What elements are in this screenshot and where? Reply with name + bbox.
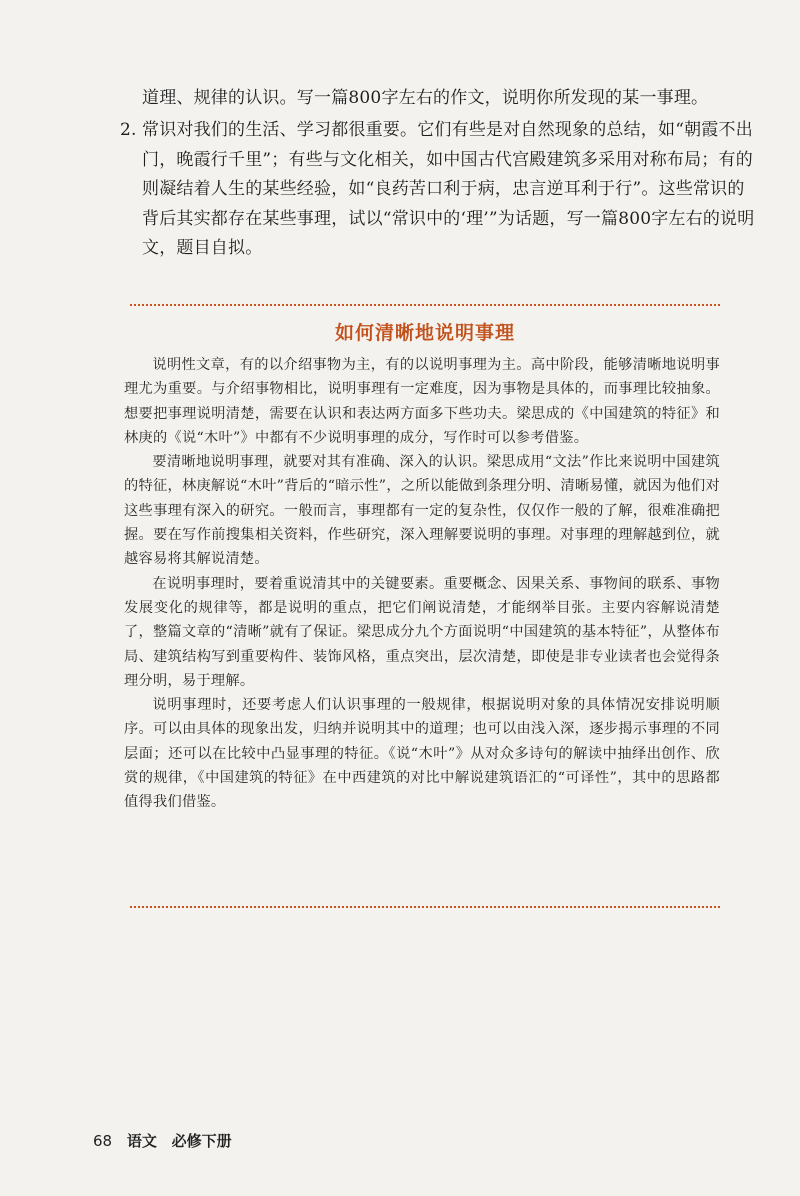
paragraph: 要清晰地说明事理，就要对其有准确、深入的认识。梁思成用“文法”作比来说明中国建筑的特征，林庚解说“木叶”背后的“暗示性”，之所以能做到条理分明、清晰易懂，就因为他们对这些事理有深入的研究。一般而言，事理都有一定的复杂性，仅仅作一般的了解，很难准确把握。要在写作前搜集相关资料，作些研究，深入理解要说明的事理。对事理的理解越到位，就越容易将其解说清楚。 [124,454,720,568]
prompt-2-number: 2. [120,120,137,140]
prompt-1-continuation: 道理、规律的认识。写一篇800字左右的作文，说明你所发现的某一事理。 [142,88,709,108]
section-body [124,353,720,815]
writing-prompts [110,84,755,264]
prompt-2-text: 常识对我们的生活、学习都很重要。它们有些是对自然现象的总结，如“朝霞不出门，晚霞行千里”；有些与文化相关，如中国古代宫殿建筑多采用对称布局；有的则凝结着人生的某些经验，如“良药苦口利于病，忠言逆耳利于行”。这些常识的背后其实都存在某些事理，试以“常识中的‘理’”为话题，写一篇800字左右的说明文，题目自拟。 [142,120,755,258]
section-title: 如何清晰地说明事理 [334,322,515,344]
paragraph: 在说明事理时，要着重说清其中的关键要素。重要概念、因果关系、事物间的联系、事物发展变化的规律等，都是说明的重点，把它们阐说清楚，才能纲举目张。主要内容解说清楚了，整篇文章的“清晰”就有了保证。梁思成分九个方面说明“中国建筑的基本特征”，从整体布局、建筑结构写到重要构件、装饰风格，重点突出，层次清楚，即使是非专业读者也会觉得条理分明，易于理解。 [124,575,720,689]
page-footer [93,1130,232,1151]
prompt-2 [110,116,755,264]
subject-label: 语文 [126,1132,157,1150]
section-top-divider [130,304,720,306]
page-number: 68 [93,1132,113,1150]
paragraph: 说明事理时，还要考虑人们认识事理的一般规律，根据说明对象的具体情况安排说明顺序。可以由具体的现象出发，归纳并说明其中的道理；也可以由浅入深，逐步揭示事理的不同层面；还可以在比较中凸显事理的特征。《说“木叶”》从对众多诗句的解读中抽绎出创作、欣赏的规律，《中国建筑的特征》在中西建筑的对比中解说建筑语汇的“可译性”，其中的思路都值得我们借鉴。 [124,697,720,811]
book-label: 必修下册 [171,1132,232,1150]
paragraph: 说明性文章，有的以介绍事物为主，有的以说明事理为主。高中阶段，能够清晰地说明事理尤为重要。与介绍事物相比，说明事理有一定难度，因为事物是具体的，而事理比较抽象。想要把事理说明清楚，需要在认识和表达两方面多下些功夫。梁思成的《中国建筑的特征》和林庚的《说“木叶”》中都有不少说明事理的成分，写作时可以参考借鉴。 [124,357,720,446]
section-bottom-divider [130,906,720,908]
